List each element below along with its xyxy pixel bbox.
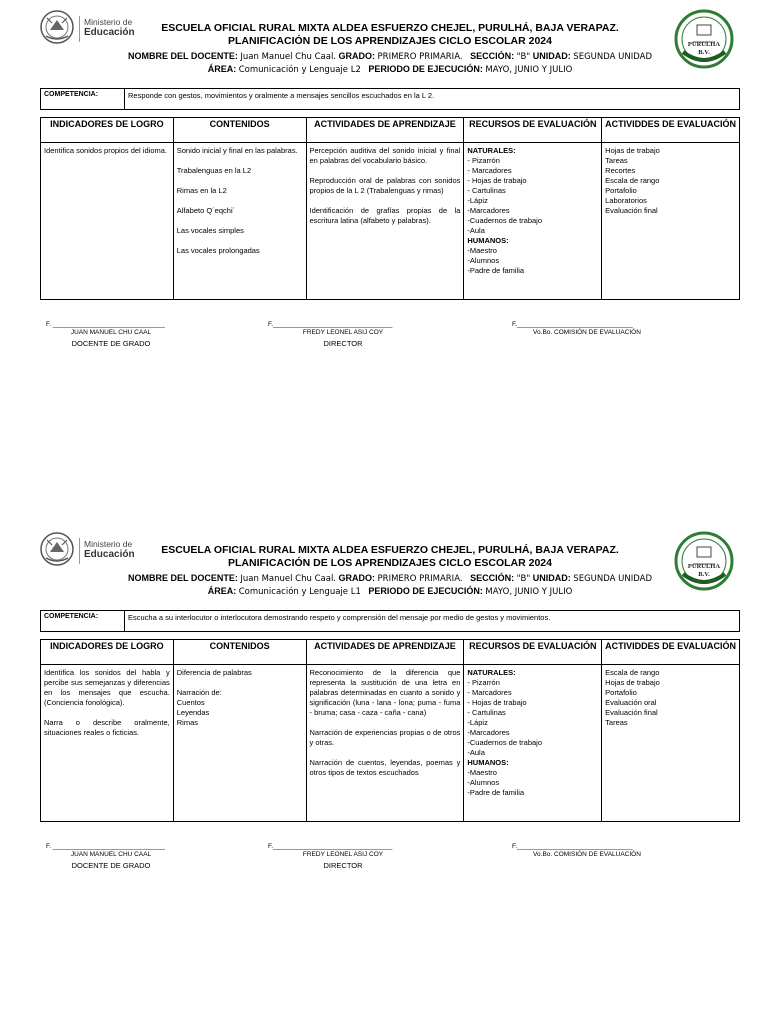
list-item: - Cartulinas [467,186,506,195]
list-item: -Cuadernos de trabajo [467,216,543,225]
list-item: Portafolio [605,186,637,195]
header-contenidos: CONTENIDOS [173,118,306,143]
spacer [310,718,461,728]
list-item: Escala de rango [605,176,660,185]
docente-value: Juan Manuel Chu Caal. [240,52,337,62]
spacer [177,196,303,206]
list-item: Alfabeto Q´eqchi´ [176,206,236,215]
signature-name: Vo.Bo. COMISIÓN DE EVALUACIÓN [533,329,641,336]
seccion-label: SECCIÓN: [470,573,515,583]
docente-label: NOMBRE DEL DOCENTE: [128,51,238,61]
evaluacion-cell [602,143,740,300]
list-item: -Padre de familia [467,788,525,797]
list-item: -Maestro [467,246,497,255]
list-item: Identifica sonidos propios del idioma. [44,146,167,155]
signature-role: DOCENTE DE GRADO [71,861,151,870]
naturales-list [467,678,598,758]
seccion-value: "B" [516,574,531,584]
signature-director [268,843,418,870]
list-item: Narración de: [176,688,222,697]
list-item: Reproducción oral de palabras con sonidos propios de la L 2 (Trabalenguas y rimas) [309,176,461,195]
list-item: Recortes [605,166,636,175]
humanos-list [467,768,598,798]
signature-line: F. _______________________________ [46,843,165,850]
school-title: ESCUELA OFICIAL RURAL MIXTA ALDEA ESFUERZO CHEJEL, PURULHÁ, BAJA VERAPAZ. [161,22,619,34]
list-item: - Hojas de trabajo [467,698,527,707]
list-item: Tareas [605,718,628,727]
list-item: Escala de rango [605,668,660,677]
seccion-value: "B" [516,52,531,62]
indicadores-cell [41,143,174,300]
actividades-cell [306,665,464,822]
list-item: Portafolio [605,688,637,697]
header-contenidos: CONTENIDOS [173,640,306,665]
spacer [177,216,303,226]
spacer [177,176,303,186]
contenidos-cell [173,665,306,822]
recursos-cell [464,143,602,300]
list-item: Narra o describe oralmente, situaciones reales o ficticias. [44,718,170,737]
humanos-label: HUMANOS: [467,758,509,767]
list-item: -Marcadores [467,728,510,737]
spacer [177,236,303,246]
header-recursos: RECURSOS DE EVALUACIÓN [464,118,602,143]
plan-title: PLANIFICACIÓN DE LOS APRENDIZAJES CICLO ESCOLAR 2024 [228,35,552,47]
contenidos-cell [173,143,306,300]
area-info-line [60,585,720,598]
spacer [44,708,170,718]
list-item: - Cartulinas [467,708,506,717]
list-item: Sonido inicial y final en las palabras. [176,146,298,155]
list-item: -Alumnos [467,256,500,265]
teacher-info-line [60,572,720,585]
list-item: - Pizarrón [467,156,500,165]
list-item: Las vocales simples [176,226,244,235]
header-evaluacion: ACTIVIDDES DE EVALUACIÓN [602,118,740,143]
periodo-value: MAYO, JUNIO Y JULIO [485,587,573,597]
competencia-label: COMPETENCIA: [41,611,125,632]
unidad-label: UNIDAD: [532,573,571,583]
list-item: Rimas en la L2 [176,186,227,195]
naturales-label: NATURALES: [467,668,516,677]
signature-line: F._________________________________ [268,321,393,328]
list-item: Narración de experiencias propias o de otros y otras. [309,728,461,747]
spacer [310,748,461,758]
planning-table [40,639,740,822]
docente-label: NOMBRE DEL DOCENTE: [128,573,238,583]
header-indicadores: INDICADORES DE LOGRO [41,118,174,143]
signature-line: F.________________________________ [512,321,633,328]
naturales-list [467,156,598,236]
seal-text: PURULHA B.V. [687,563,721,578]
list-item: - Marcadores [467,688,512,697]
teacher-info-line [60,50,720,63]
logo-line1: Ministerio de [84,539,133,549]
signature-director [268,321,418,348]
grado-value: PRIMERO PRIMARIA. [377,574,463,584]
signature-role: DIRECTOR [323,861,363,870]
signature-comision [512,843,662,861]
spacer [310,196,461,206]
list-item: Evaluación final [605,708,658,717]
area-value: Comunicación y Lenguaje L2 [238,65,361,75]
list-item: -Maestro [467,768,497,777]
spacer [177,678,303,688]
competencia-text: Escucha a su interlocutor o interlocutora demostrando respeto y comprensión del mensaje por medio de gestos y movimientos. [125,611,740,632]
header-actividades: ACTIVIDADES DE APRENDIZAJE [306,640,464,665]
list-item: Hojas de trabajo [605,146,660,155]
list-item: Las vocales prolongadas [176,246,260,255]
periodo-value: MAYO, JUNIO Y JULIO [485,65,573,75]
header-evaluacion: ACTIVIDDES DE EVALUACIÓN [602,640,740,665]
list-item: Leyendas [176,708,210,717]
list-item: Evaluación final [605,206,658,215]
docente-value: Juan Manuel Chu Caal. [240,574,337,584]
signature-docente [46,843,176,870]
actividades-cell [306,143,464,300]
signature-role: DIRECTOR [323,339,363,348]
list-item: -Alumnos [467,778,500,787]
list-item: Hojas de trabajo [605,678,660,687]
list-item: Diferencia de palabras [176,668,252,677]
header-recursos: RECURSOS DE EVALUACIÓN [464,640,602,665]
area-value: Comunicación y Lenguaje L1 [238,587,361,597]
area-info-line [60,63,720,76]
list-item: - Pizarrón [467,678,500,687]
logo-line2: Educación [84,27,135,38]
list-item: Identificación de grafías propias de la escritura latina (alfabeto y palabras). [309,206,461,225]
table-header-row [41,640,740,665]
signature-role: DOCENTE DE GRADO [71,339,151,348]
signature-name: FREDY LEONEL ASIJ COY [302,329,384,336]
table-header-row [41,118,740,143]
list-item: Percepción auditiva del sonido inicial y final en palabras del vocabulario básico. [309,146,461,165]
list-item: Evaluación oral [605,698,657,707]
naturales-label: NATURALES: [467,146,516,155]
logo-line2: Educación [84,549,135,560]
logo-line1: Ministerio de [84,17,133,27]
seccion-label: SECCIÓN: [470,51,515,61]
grado-value: PRIMERO PRIMARIA. [377,52,463,62]
list-item: -Aula [467,748,485,757]
grado-label: GRADO: [338,573,376,583]
school-title: ESCUELA OFICIAL RURAL MIXTA ALDEA ESFUERZO CHEJEL, PURULHÁ, BAJA VERAPAZ. [161,544,619,556]
list-item: Tareas [605,156,628,165]
humanos-label: HUMANOS: [467,236,509,245]
list-item: -Marcadores [467,206,510,215]
signature-name: JUAN MANUEL CHU CAAL [70,329,152,336]
header-indicadores: INDICADORES DE LOGRO [41,640,174,665]
periodo-label: PERIODO DE EJECUCIÓN: [368,586,483,596]
list-item: Rimas [176,718,199,727]
list-item: -Aula [467,226,485,235]
list-item: -Cuadernos de trabajo [467,738,543,747]
plan-title: PLANIFICACIÓN DE LOS APRENDIZAJES CICLO ESCOLAR 2024 [228,557,552,569]
area-label: ÁREA: [207,586,237,596]
signature-docente [46,321,176,348]
evaluacion-cell [602,665,740,822]
grado-label: GRADO: [338,51,376,61]
list-item: Trabalenguas en la L2 [176,166,252,175]
recursos-cell [464,665,602,822]
list-item: Laboratorios [605,196,647,205]
table-row [41,143,740,300]
signature-line: F. _______________________________ [46,321,165,328]
indicadores-cell [41,665,174,822]
list-item: -Lápiz [467,718,488,727]
periodo-label: PERIODO DE EJECUCIÓN: [368,64,483,74]
area-label: ÁREA: [207,64,237,74]
signature-name: Vo.Bo. COMISIÓN DE EVALUACIÓN [533,851,641,858]
list-item: Reconocimiento de la diferencia que representa la sustitución de una letra en palabras determinadas en cuanto a sonido y significación (luna - lana - lona; puma - fuma - bruma; casa - caza - caña - cana) [309,668,461,717]
list-item: Narración de cuentos, leyendas, poemas y otros tipos de textos escuchados [309,758,461,777]
list-item: - Hojas de trabajo [467,176,527,185]
list-item: -Lápiz [467,196,488,205]
humanos-list [467,246,598,276]
list-item: Cuentos [176,698,205,707]
signature-line: F.________________________________ [512,843,633,850]
unidad-value: SEGUNDA UNIDAD [573,52,652,62]
competencia-label: COMPETENCIA: [41,89,125,110]
competencia-table [40,88,740,110]
signature-name: FREDY LEONEL ASIJ COY [302,851,384,858]
unidad-label: UNIDAD: [532,51,571,61]
signature-comision [512,321,662,339]
list-item: Identifica los sonidos del habla y percibe sus semejanzas y diferencias en los mensajes que escucha. (Conciencia fonológica). [44,668,170,707]
list-item: -Padre de familia [467,266,525,275]
signature-line: F._________________________________ [268,843,393,850]
header-actividades: ACTIVIDADES DE APRENDIZAJE [306,118,464,143]
spacer [310,166,461,176]
signature-name: JUAN MANUEL CHU CAAL [70,851,152,858]
table-row [41,665,740,822]
spacer [177,156,303,166]
seal-text: PURULHA B.V. [687,41,721,56]
competencia-text: Responde con gestos, movimientos y oralmente a mensajes sencillos escuchados en la L 2. [125,89,740,110]
competencia-table [40,610,740,632]
list-item: - Marcadores [467,166,512,175]
unidad-value: SEGUNDA UNIDAD [573,574,652,584]
planning-table [40,117,740,300]
